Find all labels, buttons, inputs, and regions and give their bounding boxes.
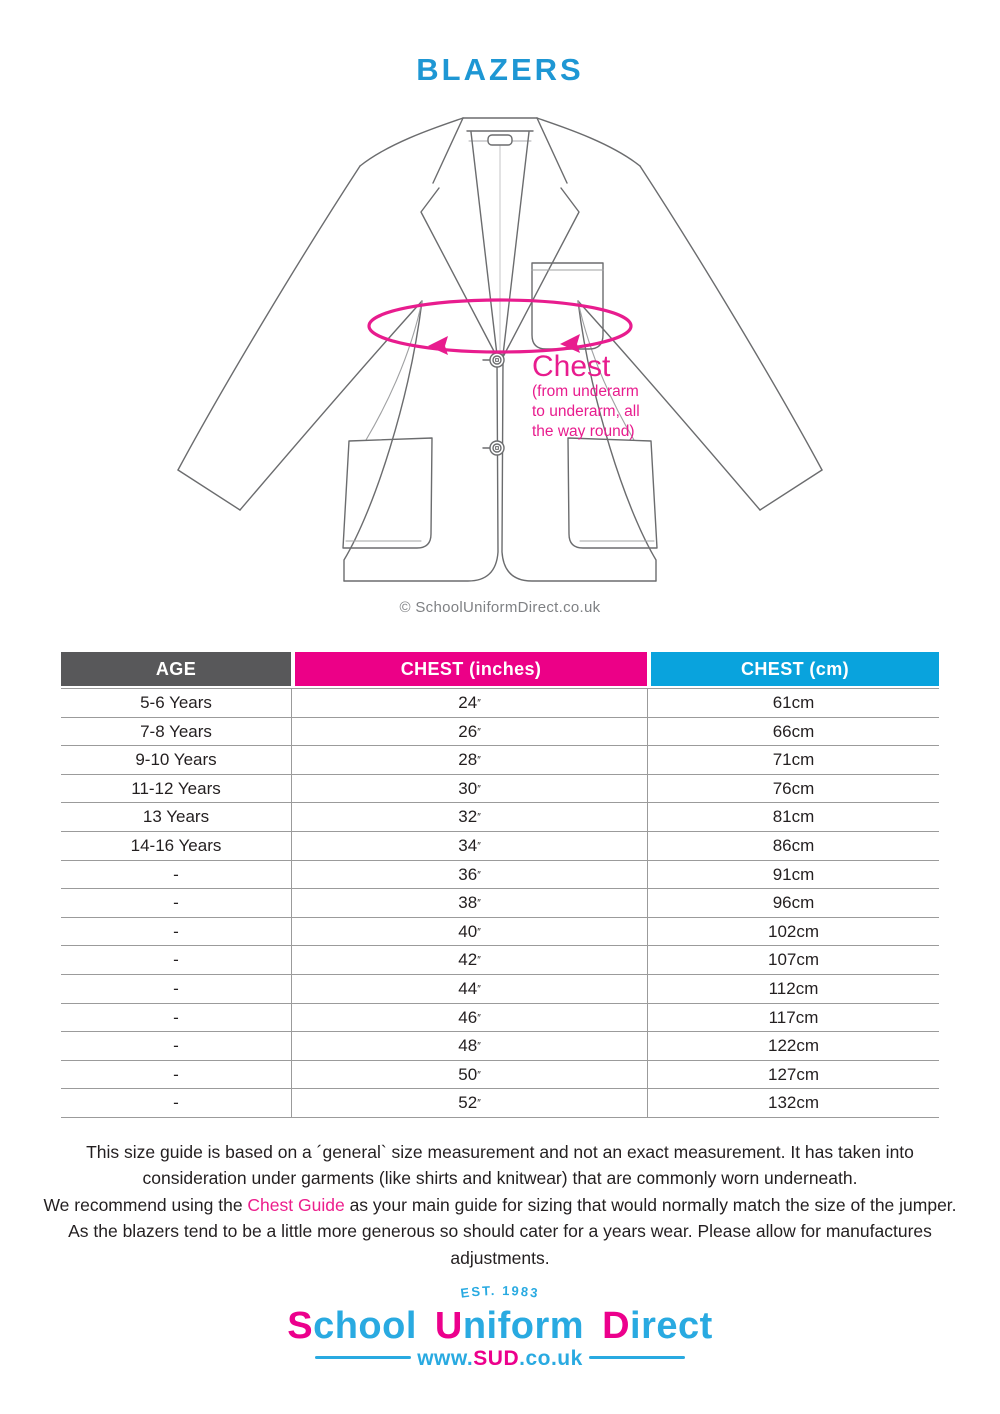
table-header-row (61, 652, 939, 686)
age-cell: - (173, 921, 179, 941)
cm-cell: 96cm (647, 889, 939, 917)
cm-cell: 81cm (647, 803, 939, 831)
logo-word-school: School (287, 1305, 417, 1347)
table-row (61, 746, 939, 775)
inches-cell: 32″ (291, 803, 647, 831)
cm-cell: 117cm (647, 1004, 939, 1032)
chest-caption-line2: to underarm, all (532, 403, 640, 420)
age-cell: 9-10 Years (135, 750, 217, 770)
age-cell: - (173, 893, 179, 913)
inches-cell: 48″ (291, 1032, 647, 1060)
age-cell: - (173, 950, 179, 970)
inches-cell: 42″ (291, 946, 647, 974)
inches-cell: 30″ (291, 775, 647, 803)
svg-text:EST. 1983 (460, 1283, 541, 1301)
table-row (61, 718, 939, 747)
inch-mark: ″ (477, 840, 481, 852)
age-cell: - (173, 978, 179, 998)
inches-cell: 26″ (291, 718, 647, 746)
cm-cell: 61cm (647, 689, 939, 717)
age-cell: - (173, 1093, 179, 1113)
chest-label: Chest (532, 350, 611, 383)
hanger-loop (488, 135, 512, 145)
cm-cell: 132cm (647, 1089, 939, 1117)
age-cell: - (173, 1036, 179, 1056)
table-row (61, 803, 939, 832)
header-age: AGE (61, 652, 291, 686)
est-1983-arc (0, 1280, 1000, 1306)
inches-cell: 24″ (291, 689, 647, 717)
brand-logo (0, 1280, 1000, 1371)
chest-caption-line1: (from underarm (532, 383, 639, 400)
inch-mark: ″ (477, 726, 481, 738)
age-cell: 5-6 Years (140, 693, 212, 712)
table-body (61, 688, 939, 1118)
inch-mark: ″ (477, 1012, 481, 1024)
inch-mark: ″ (477, 812, 481, 824)
table-row (61, 1032, 939, 1061)
cm-cell: 127cm (647, 1061, 939, 1089)
blazer-diagram (170, 98, 830, 618)
inch-mark: ″ (477, 1098, 481, 1110)
left-shoulder (360, 118, 463, 166)
inch-mark: ″ (477, 983, 481, 995)
cm-cell: 71cm (647, 746, 939, 774)
inch-mark: ″ (477, 955, 481, 967)
inches-cell: 50″ (291, 1061, 647, 1089)
table-row (61, 775, 939, 804)
cm-cell: 122cm (647, 1032, 939, 1060)
table-row (61, 689, 939, 718)
logo-wordmark (0, 1306, 1000, 1346)
cm-cell: 91cm (647, 861, 939, 889)
age-cell: 7-8 Years (140, 721, 212, 741)
diagram-copyright: © SchoolUniformDirect.co.uk (399, 599, 601, 616)
age-cell: 11-12 Years (131, 778, 221, 798)
table-row (61, 1089, 939, 1118)
table-row (61, 1004, 939, 1033)
header-chest-cm: CHEST (cm) (651, 652, 939, 686)
cm-cell: 112cm (647, 975, 939, 1003)
logo-word-direct: Direct (602, 1305, 713, 1347)
size-guide-notes (40, 1139, 960, 1271)
cm-cell: 86cm (647, 832, 939, 860)
table-row (61, 918, 939, 947)
table-row (61, 832, 939, 861)
notes-paragraph-2: We recommend using the Chest Guide as your main guide for sizing that would normally match the size of the jumper. As the blazers tend to be a little more generous so should cater for a years wear. Please allow for manufactures adjustments. (43, 1194, 957, 1268)
inches-cell: 36″ (291, 861, 647, 889)
chest-guide-highlight: Chest Guide (247, 1194, 345, 1215)
age-cell: - (173, 1064, 179, 1084)
table-row (61, 946, 939, 975)
dash-right (589, 1356, 685, 1359)
inches-cell: 44″ (291, 975, 647, 1003)
inches-cell: 28″ (291, 746, 647, 774)
table-row (61, 861, 939, 890)
inches-cell: 38″ (291, 889, 647, 917)
chest-caption-line3: the way round) (532, 423, 635, 440)
measure-arrow-left (428, 336, 448, 355)
age-cell: 14-16 Years (130, 835, 222, 855)
table-row (61, 975, 939, 1004)
table-row (61, 889, 939, 918)
header-chest-inches: CHEST (inches) (295, 652, 647, 686)
age-cell: 13 Years (142, 807, 210, 827)
inches-cell: 34″ (291, 832, 647, 860)
inches-cell: 40″ (291, 918, 647, 946)
age-cell: - (173, 1007, 179, 1027)
right-shoulder (537, 118, 640, 166)
cm-cell: 66cm (647, 718, 939, 746)
cm-cell: 76cm (647, 775, 939, 803)
cm-cell: 107cm (647, 946, 939, 974)
bottom-button (483, 441, 504, 455)
inch-mark: ″ (477, 1041, 481, 1053)
dash-left (315, 1356, 411, 1359)
est-1983-text: EST. 1983 (459, 1282, 541, 1301)
inch-mark: ″ (477, 898, 481, 910)
inch-mark: ″ (477, 755, 481, 767)
inches-cell: 52″ (291, 1089, 647, 1117)
cm-cell: 102cm (647, 918, 939, 946)
logo-url: www.SUD.co.uk (0, 1347, 1000, 1371)
inch-mark: ″ (477, 698, 481, 709)
size-table (61, 652, 939, 1118)
inches-cell: 46″ (291, 1004, 647, 1032)
top-button (483, 353, 504, 367)
logo-word-uniform: Uniform (434, 1305, 585, 1347)
inch-mark: ″ (477, 783, 481, 795)
inch-mark: ″ (477, 869, 481, 881)
inch-mark: ″ (477, 1069, 481, 1081)
notes-paragraph-1: This size guide is based on a ´general` size measurement and not an exact measurement. It has taken into consideration under garments (like shirts and knitwear) that are commonly worn underneath. (86, 1142, 914, 1189)
table-row (61, 1061, 939, 1090)
page-title: BLAZERS (416, 52, 584, 87)
inch-mark: ″ (477, 926, 481, 938)
age-cell: - (173, 864, 179, 884)
